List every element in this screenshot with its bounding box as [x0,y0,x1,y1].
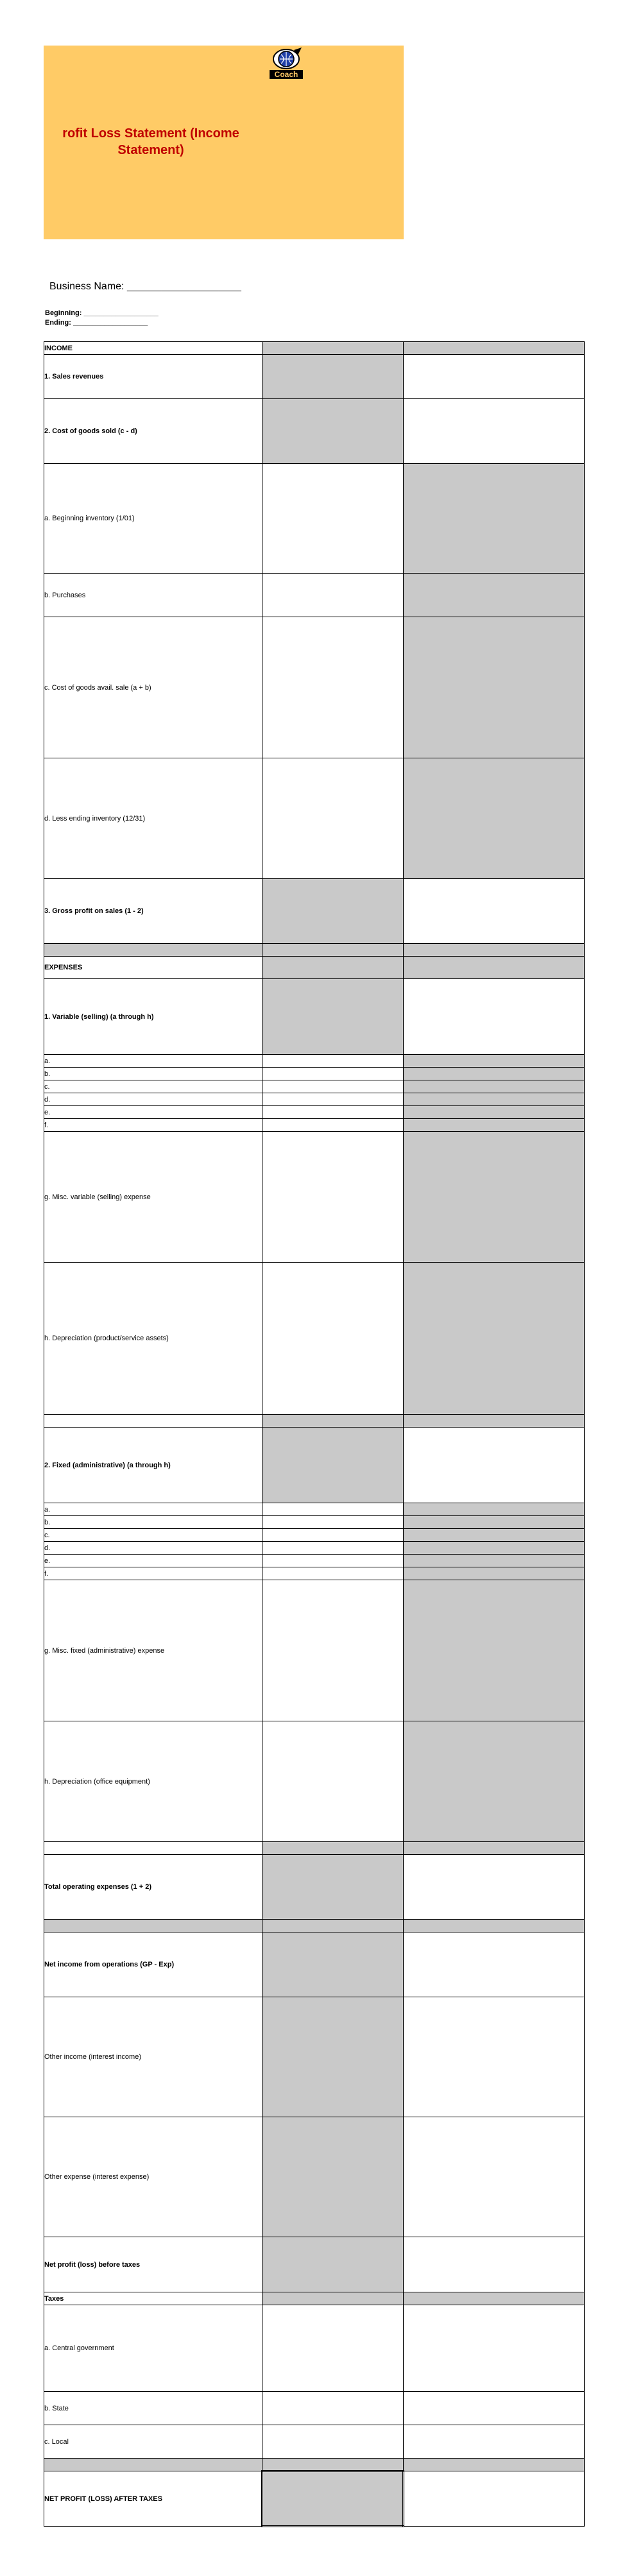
table-row [44,1080,585,1093]
ending-date-field[interactable]: Ending: ___________________ [45,319,148,327]
amount-cell[interactable] [262,1567,404,1580]
page-title [53,125,249,158]
row-label-expenses: EXPENSES [44,957,262,979]
total-cell[interactable] [404,2292,585,2305]
amount-cell[interactable] [262,1529,404,1542]
table-row [44,1721,585,1842]
amount-cell[interactable] [262,957,404,979]
total-cell[interactable] [404,979,585,1055]
table-row [44,1567,585,1580]
amount-cell[interactable] [262,2305,404,2392]
table-row [44,1093,585,1106]
table-row [44,1516,585,1529]
row-label-fix-e: e. [44,1555,262,1567]
spacer-cell [262,1415,404,1428]
row-label-tax-local: c. Local [44,2425,262,2459]
table-row [44,2425,585,2459]
table-row [44,1503,585,1516]
amount-cell[interactable] [262,1580,404,1721]
spacer-row [44,1920,585,1932]
total-cell[interactable] [404,1855,585,1920]
total-cell[interactable] [404,1055,585,1068]
table-row [44,1428,585,1503]
amount-cell[interactable] [262,464,404,574]
row-label-var-e: e. [44,1106,262,1119]
amount-cell[interactable] [262,1055,404,1068]
amount-cell[interactable] [262,617,404,758]
row-label-fix-a: a. [44,1503,262,1516]
row-label-sales-revenues: 1. Sales revenues [44,355,262,399]
total-cell[interactable] [404,1567,585,1580]
row-label-cogs: 2. Cost of goods sold (c - d) [44,399,262,464]
row-label-fix-f: f. [44,1567,262,1580]
amount-cell[interactable] [262,1855,404,1920]
table-row [44,1932,585,1997]
table-row [44,1855,585,1920]
table-row [44,979,585,1055]
spacer-cell [44,1415,262,1428]
row-label-var-b: b. [44,1068,262,1080]
total-cell[interactable] [404,1721,585,1842]
total-cell[interactable] [404,464,585,574]
table-row [44,1132,585,1263]
spacer-cell [404,1920,585,1932]
table-row [44,1055,585,1068]
table-row [44,2292,585,2305]
total-cell[interactable] [404,2117,585,2237]
amount-cell[interactable] [262,1106,404,1119]
amount-cell[interactable] [262,2237,404,2292]
amount-cell[interactable] [262,1721,404,1842]
total-cell[interactable] [404,617,585,758]
table-row [44,2237,585,2292]
spacer-cell [262,1920,404,1932]
row-label-fix-d: d. [44,1542,262,1555]
row-label-beginning-inventory: a. Beginning inventory (1/01) [44,464,262,574]
amount-cell[interactable] [262,2392,404,2425]
total-cell[interactable] [404,342,585,355]
spacer-cell [262,2459,404,2471]
table-row [44,617,585,758]
total-cell[interactable] [404,957,585,979]
amount-cell[interactable] [262,1068,404,1080]
table-row [44,1106,585,1119]
spacer-cell [404,2459,585,2471]
row-label-purchases: b. Purchases [44,574,262,617]
amount-cell[interactable] [262,1428,404,1503]
amount-cell[interactable] [262,2292,404,2305]
table-row [44,399,585,464]
spacer-row [44,1415,585,1428]
amount-cell[interactable] [262,1516,404,1529]
table-row [44,2117,585,2237]
row-label-fix-b: b. [44,1516,262,1529]
row-label-other-expense: Other expense (interest expense) [44,2117,262,2237]
table-row [44,574,585,617]
total-cell[interactable] [404,1093,585,1106]
amount-cell[interactable] [262,1503,404,1516]
total-cell[interactable] [404,1932,585,1997]
income-statement-table [44,341,585,2527]
spacer-row [44,944,585,957]
table-row [44,1997,585,2117]
row-label-fix-g: g. Misc. fixed (administrative) expense [44,1580,262,1721]
row-label-ending-inventory: d. Less ending inventory (12/31) [44,758,262,879]
total-cell[interactable] [404,1529,585,1542]
row-label-var-d: d. [44,1093,262,1106]
row-label-net-after-taxes: NET PROFIT (LOSS) AFTER TAXES [44,2471,262,2527]
row-label-fixed: 2. Fixed (administrative) (a through h) [44,1428,262,1503]
row-label-total-operating: Total operating expenses (1 + 2) [44,1855,262,1920]
spacer-cell [44,944,262,957]
table-row [44,957,585,979]
total-cell[interactable] [404,574,585,617]
spacer-row [44,1842,585,1855]
table-row [44,1555,585,1567]
row-label-taxes: Taxes [44,2292,262,2305]
total-cell[interactable] [404,1516,585,1529]
spacer-cell [404,944,585,957]
table-row [44,758,585,879]
title-line-1: rofit Loss Statement (Income [62,126,239,141]
table-row [44,2471,585,2527]
amount-cell[interactable] [262,2425,404,2459]
row-label-tax-state: b. State [44,2392,262,2425]
amount-cell[interactable] [262,758,404,879]
row-label-tax-central: a. Central government [44,2305,262,2392]
table-row [44,1119,585,1132]
amount-cell[interactable] [262,399,404,464]
amount-cell[interactable] [262,574,404,617]
total-cell[interactable] [404,1428,585,1503]
total-cell[interactable] [404,1068,585,1080]
spacer-cell [262,1842,404,1855]
amount-cell[interactable] [262,1132,404,1263]
amount-cell[interactable] [262,1093,404,1106]
table-row [44,1529,585,1542]
amount-cell[interactable] [262,1080,404,1093]
amount-cell[interactable] [262,355,404,399]
table-row [44,879,585,944]
total-cell[interactable] [404,879,585,944]
spacer-cell [44,1920,262,1932]
coach-logo [262,46,311,81]
amount-cell[interactable] [262,1263,404,1415]
row-label-var-a: a. [44,1055,262,1068]
total-cell[interactable] [404,1119,585,1132]
amount-cell[interactable] [262,2117,404,2237]
spacer-cell [262,944,404,957]
amount-cell[interactable] [262,342,404,355]
table-row [44,355,585,399]
row-label-cost-avail: c. Cost of goods avail. sale (a + b) [44,617,262,758]
row-label-var-c: c. [44,1080,262,1093]
total-cell[interactable] [404,355,585,399]
total-cell[interactable] [404,758,585,879]
table-row [44,342,585,355]
spacer-cell [44,1842,262,1855]
row-label-var-h: h. Depreciation (product/service assets) [44,1263,262,1415]
table-row [44,1263,585,1415]
amount-cell[interactable] [262,1932,404,1997]
row-label-fix-h: h. Depreciation (office equipment) [44,1721,262,1842]
logo-text: Coach [274,70,298,79]
business-name-field[interactable]: Business Name: ____________________ [49,281,241,292]
total-cell[interactable] [404,1542,585,1555]
spacer-cell [404,1842,585,1855]
amount-cell[interactable] [262,1542,404,1555]
row-label-fix-c: c. [44,1529,262,1542]
beginning-date-field[interactable]: Beginning: ___________________ [45,309,159,317]
total-cell[interactable] [404,1132,585,1263]
row-label-other-income: Other income (interest income) [44,1997,262,2117]
total-cell[interactable] [404,399,585,464]
row-label-net-income-ops: Net income from operations (GP - Exp) [44,1932,262,1997]
row-label-income: INCOME [44,342,262,355]
total-cell[interactable] [404,1263,585,1415]
total-cell[interactable] [404,2425,585,2459]
total-cell[interactable] [404,1106,585,1119]
total-cell[interactable] [404,2305,585,2392]
table-row [44,2305,585,2392]
total-cell[interactable] [404,1997,585,2117]
table-row [44,1068,585,1080]
amount-cell[interactable] [262,1555,404,1567]
spacer-cell [404,1415,585,1428]
table-row [44,1542,585,1555]
amount-cell[interactable] [262,979,404,1055]
total-cell[interactable] [404,2392,585,2425]
row-label-gross-profit: 3. Gross profit on sales (1 - 2) [44,879,262,944]
total-cell[interactable] [404,1555,585,1567]
total-cell[interactable] [404,1503,585,1516]
table-row [44,1580,585,1721]
amount-cell[interactable] [262,2471,404,2527]
amount-cell[interactable] [262,879,404,944]
total-cell[interactable] [404,1080,585,1093]
table-row [44,464,585,574]
spacer-cell [44,2459,262,2471]
amount-cell[interactable] [262,1119,404,1132]
row-label-var-g: g. Misc. variable (selling) expense [44,1132,262,1263]
title-line-2: Statement) [117,143,184,157]
row-label-variable: 1. Variable (selling) (a through h) [44,979,262,1055]
row-label-var-f: f. [44,1119,262,1132]
spacer-row [44,2459,585,2471]
total-cell[interactable] [404,2471,585,2527]
total-cell[interactable] [404,2237,585,2292]
amount-cell[interactable] [262,1997,404,2117]
row-label-net-before-taxes: Net profit (loss) before taxes [44,2237,262,2292]
table-row [44,2392,585,2425]
total-cell[interactable] [404,1580,585,1721]
